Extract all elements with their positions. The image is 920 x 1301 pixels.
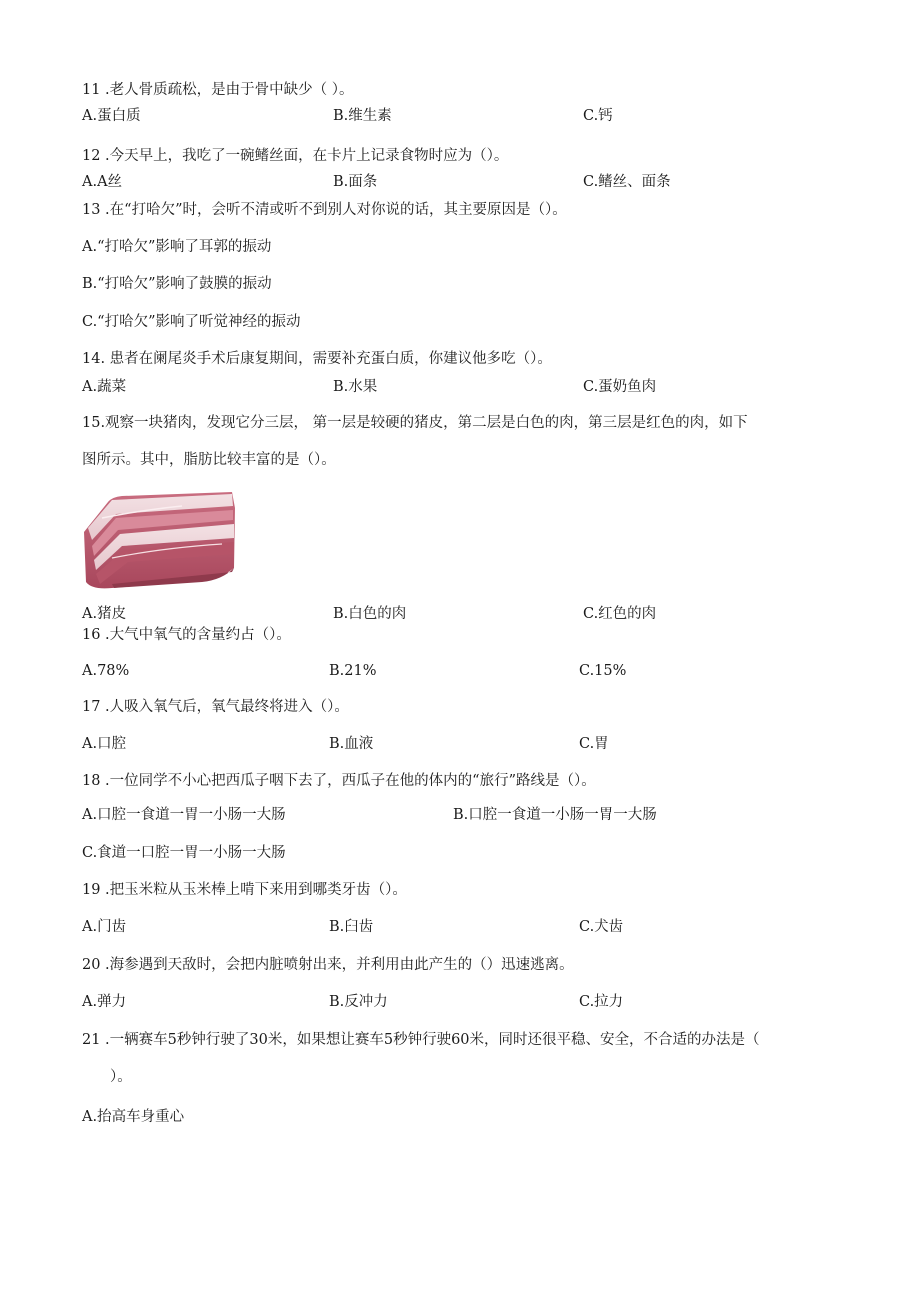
question-20-option-c: C.拉力 — [579, 994, 624, 1010]
question-16-option-a: A.78% — [82, 663, 130, 679]
question-19-option-b: B.臼齿 — [329, 919, 374, 935]
question-17-stem: 17 .人吸入氧气后，氧气最终将进入（）。 — [82, 699, 349, 715]
question-17-option-b: B.血液 — [329, 736, 374, 752]
question-18-option-b: B.口腔一食道一小肠一胃一大肠 — [453, 807, 657, 823]
question-16-stem: 16 .大气中氧气的含量约占（）。 — [82, 627, 291, 643]
question-20-stem: 20 .海参遇到天敌时，会把内脏喷射出来，并利用由此产生的（）迅速逃离。 — [82, 957, 574, 973]
question-18-stem: 18 .一位同学不小心把西瓜子咽下去了，西瓜子在他的体内的“旅行”路线是（）。 — [82, 773, 596, 789]
question-13-option-c: C.“打哈欠”影响了听觉神经的振动 — [82, 314, 301, 330]
question-14-option-a: A.蔬菜 — [82, 379, 127, 395]
question-12-option-a: A.A丝 — [82, 174, 123, 190]
question-17-option-a: A.口腔 — [82, 736, 127, 752]
question-14-option-c: C.蛋奶鱼肉 — [583, 379, 657, 395]
question-15-stem: 15.观察一块猪肉，发现它分三层， 第一层是较硬的猪皮，第二层是白色的肉，第三层是红色的肉，如下 — [82, 415, 748, 431]
question-11-option-a: A.蛋白质 — [82, 108, 141, 124]
question-21-stem-continued: ）。 — [110, 1069, 132, 1085]
question-11-stem: 11 .老人骨质疏松，是由于骨中缺少（ ）。 — [82, 82, 354, 98]
question-15-option-b: B.白色的肉 — [333, 606, 407, 622]
question-19-option-a: A.门齿 — [82, 919, 127, 935]
question-20-option-a: A.弹力 — [82, 994, 127, 1010]
question-16-option-c: C.15% — [579, 663, 627, 679]
question-13-option-a: A.“打哈欠”影响了耳郭的振动 — [82, 239, 272, 255]
question-21-stem: 21 .一辆赛车5秒钟行驶了30米，如果想让赛车5秒钟行驶60米，同时还很平稳、安全，不合适的办法是（ — [82, 1032, 760, 1048]
question-12-stem: 12 .今天早上，我吃了一碗鳍丝面，在卡片上记录食物时应为（）。 — [82, 148, 509, 164]
question-11-option-b: B.维生素 — [333, 108, 392, 124]
question-19-stem: 19 .把玉米粒从玉米棒上啃下来用到哪类牙齿（）。 — [82, 882, 407, 898]
question-13-option-b: B.“打哈欠”影响了鼓膜的振动 — [82, 276, 272, 292]
question-21-option-a: A.抬高车身重心 — [82, 1109, 185, 1125]
question-15-stem-continued: 图所示。其中，脂肪比较丰富的是（）。 — [82, 452, 336, 468]
question-16-option-b: B.21% — [329, 663, 377, 679]
question-11-option-c: C.钙 — [583, 108, 613, 124]
question-15-option-a: A.猪皮 — [82, 606, 127, 622]
question-18-option-a: A.口腔一食道一胃一小肠一大肠 — [82, 807, 286, 823]
question-13-stem: 13 .在“打哈欠”时，会听不清或听不到别人对你说的话，其主要原因是（）。 — [82, 202, 567, 218]
question-14-option-b: B.水果 — [333, 379, 378, 395]
question-19-option-c: C.犬齿 — [579, 919, 624, 935]
question-20-option-b: B.反冲力 — [329, 994, 388, 1010]
question-14-stem: 14. 患者在阑尾炎手术后康复期间，需要补充蛋白质，你建议他多吃（）。 — [82, 351, 552, 367]
question-17-option-c: C.胃 — [579, 736, 609, 752]
question-15-option-c: C.红色的肉 — [583, 606, 657, 622]
question-12-option-c: C.鳍丝、面条 — [583, 174, 671, 190]
pork-belly-photo — [82, 488, 237, 592]
question-12-option-b: B.面条 — [333, 174, 378, 190]
question-18-option-c: C.食道一口腔一胃一小肠一大肠 — [82, 845, 286, 861]
